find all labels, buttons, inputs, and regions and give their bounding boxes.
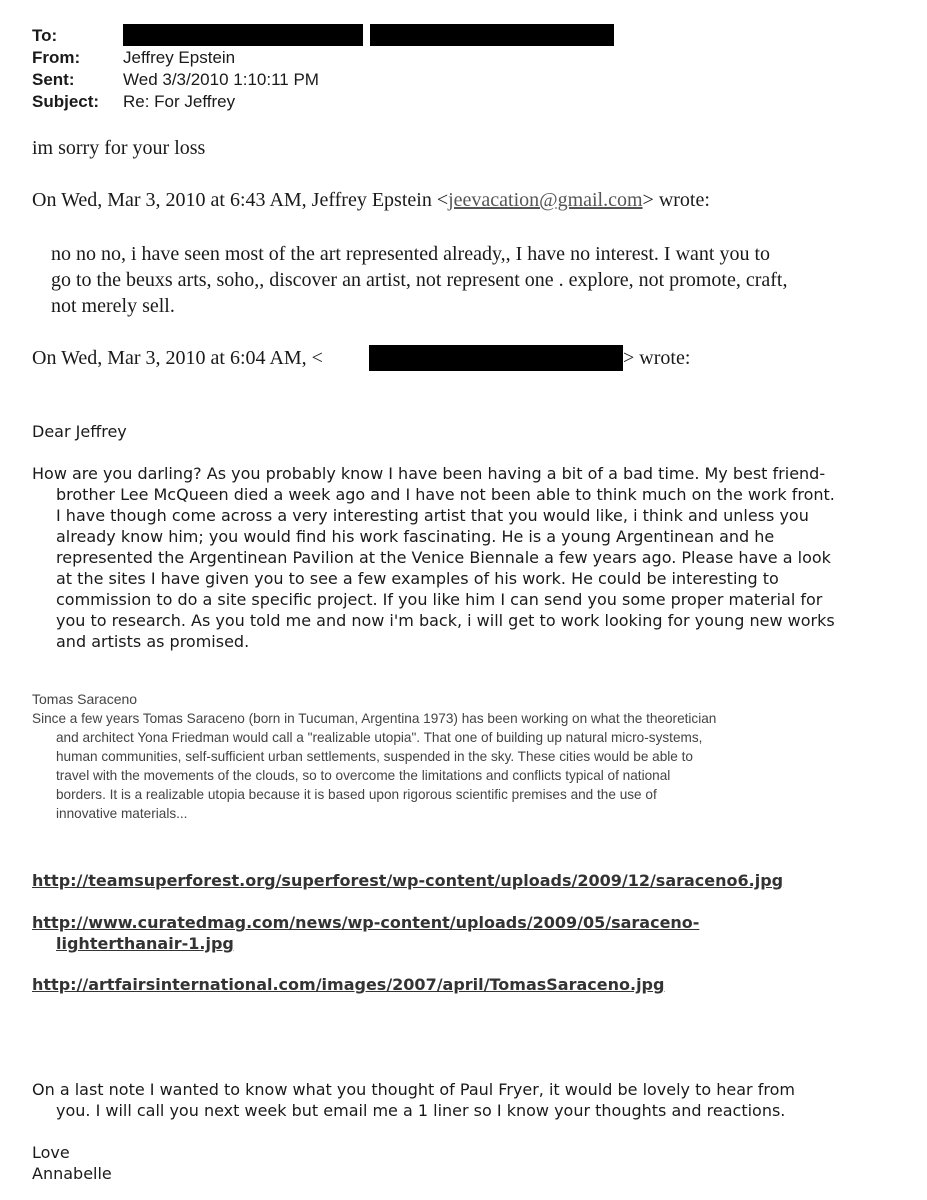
artwork-link[interactable]: http://teamsuperforest.org/superforest/wp-content/uploads/2009/12/saraceno6.jpg: [32, 871, 784, 890]
artwork-link[interactable]: http://artfairsinternational.com/images/2007/april/TomasSaraceno.jpg: [32, 975, 665, 994]
redaction-sender: [369, 345, 623, 371]
subject-label: Subject:: [32, 92, 100, 111]
quote1-line: no no no, i have seen most of the art represented already,, I have no interest. I want you to: [51, 243, 771, 265]
artwork-link-continued[interactable]: lighterthanair-1.jpg: [56, 934, 234, 953]
quote1-email-link[interactable]: jeevacation@gmail.com: [448, 189, 643, 211]
quote1-intro-before: On Wed, Mar 3, 2010 at 6:43 AM, Jeffrey Epstein <: [32, 189, 449, 211]
artist-line: innovative materials...: [56, 806, 188, 821]
quote1-intro-after: > wrote:: [642, 189, 710, 211]
letter-line: already know him; you would find his work fascinating. He is a young Argentinean and he: [56, 527, 775, 546]
letter-line: brother Lee McQueen died a week ago and I have not been able to think much on the work front.: [56, 485, 835, 504]
letter-line: commission to do a site specific project. If you like him I can send you some proper material for: [56, 590, 823, 609]
closing-line: On a last note I wanted to know what you thought of Paul Fryer, it would be lovely to hear from: [32, 1080, 795, 1099]
closing-line: you. I will call you next week but email me a 1 liner so I know your thoughts and reactions.: [56, 1101, 786, 1120]
letter-line: at the sites I have given you to see a few examples of his work. He could be interesting to: [56, 569, 779, 588]
quote2-intro-before: On Wed, Mar 3, 2010 at 6:04 AM, <: [32, 347, 323, 369]
quote1-intro: [32, 189, 710, 212]
letter-line: represented the Argentinean Pavilion at the Venice Biennale a few years ago. Please have a look: [56, 548, 831, 567]
letter-line: you to research. As you told me and now i'm back, i will get to work looking for young new works: [56, 611, 835, 630]
artist-line: and architect Yona Friedman would call a "realizable utopia". That one of building up natural micro-systems,: [56, 730, 703, 745]
signoff: Love: [32, 1143, 70, 1162]
reply-text: im sorry for your loss: [32, 137, 206, 159]
quote2-intro-after: > wrote:: [623, 347, 691, 369]
artwork-link[interactable]: http://www.curatedmag.com/news/wp-content/uploads/2009/05/saraceno-: [32, 913, 700, 932]
letter-line: How are you darling? As you probably know I have been having a bit of a bad time. My best friend-: [32, 464, 826, 483]
to-label: To:: [32, 26, 58, 45]
sent-value: Wed 3/3/2010 1:10:11 PM: [123, 70, 319, 89]
quote1-line: not merely sell.: [51, 295, 175, 317]
subject-value: Re: For Jeffrey: [123, 92, 236, 111]
from-label: From:: [32, 48, 81, 67]
signature: Annabelle: [32, 1164, 112, 1183]
sent-label: Sent:: [32, 70, 75, 89]
letter-greeting: Dear Jeffrey: [32, 422, 127, 441]
from-value: Jeffrey Epstein: [123, 48, 236, 67]
artist-name: Tomas Saraceno: [32, 691, 138, 707]
quote1-line: go to the beuxs arts, soho,, discover an artist, not represent one . explore, not promote, craft,: [51, 269, 788, 291]
artist-line: travel with the movements of the clouds, so to overcome the limitations and conflicts typical of national: [56, 768, 671, 783]
letter-line: and artists as promised.: [56, 632, 250, 651]
redaction-to-2: [370, 24, 614, 46]
artist-line: human communities, self-sufficient urban settlements, suspended in the sky. These cities would be able to: [56, 749, 693, 764]
redaction-to-1: [123, 24, 363, 46]
artist-line: Since a few years Tomas Saraceno (born in Tucuman, Argentina 1973) has been working on what the theoretician: [32, 711, 717, 726]
artist-line: borders. It is a realizable utopia because it is based upon rigorous scientific premises and the use of: [56, 787, 657, 802]
letter-line: I have though come across a very interesting artist that you would like, i think and unless you: [56, 506, 809, 525]
